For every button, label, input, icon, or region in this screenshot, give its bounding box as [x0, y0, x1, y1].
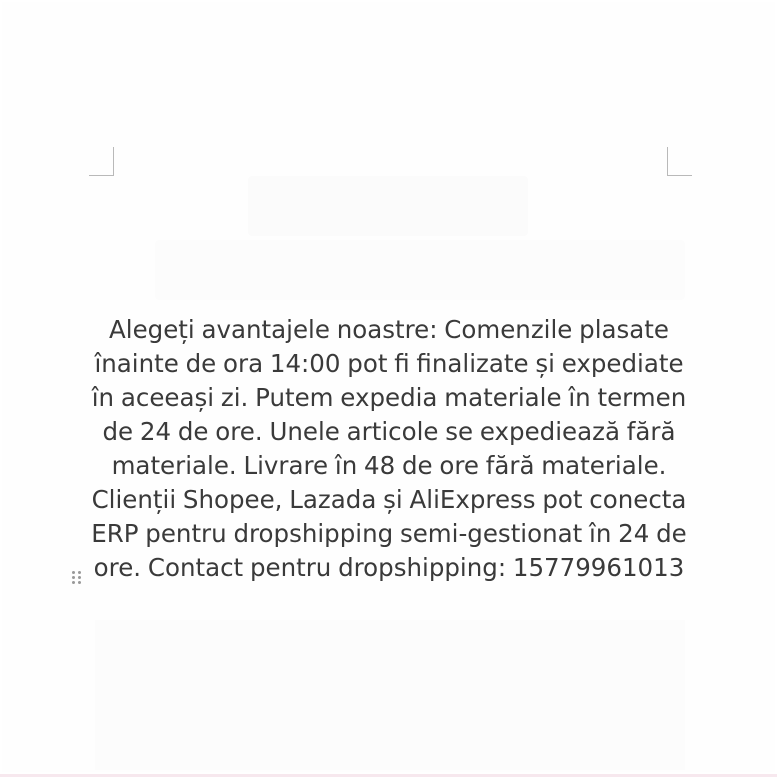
margin-corner-icon [89, 147, 114, 176]
faded-block [95, 620, 685, 770]
body-paragraph[interactable]: Alegeți avantajele noastre: Comenzile plasate înainte de ora 14:00 pot fi finalizate și expediate în aceeași zi. Putem expedia materiale în termen de 24 de ore. Unele articole se expediează fără materiale. Livrare în 48 de ore fără materiale. Clienții Shopee, Lazada și AliExpress pot conecta ERP pentru dropshipping semi-gestionat în 24 de ore. Contact pentru dropshipping: 15779961013 [91, 315, 687, 582]
faded-block [155, 240, 685, 300]
margin-corner-icon [667, 147, 692, 176]
faded-block [248, 176, 528, 236]
